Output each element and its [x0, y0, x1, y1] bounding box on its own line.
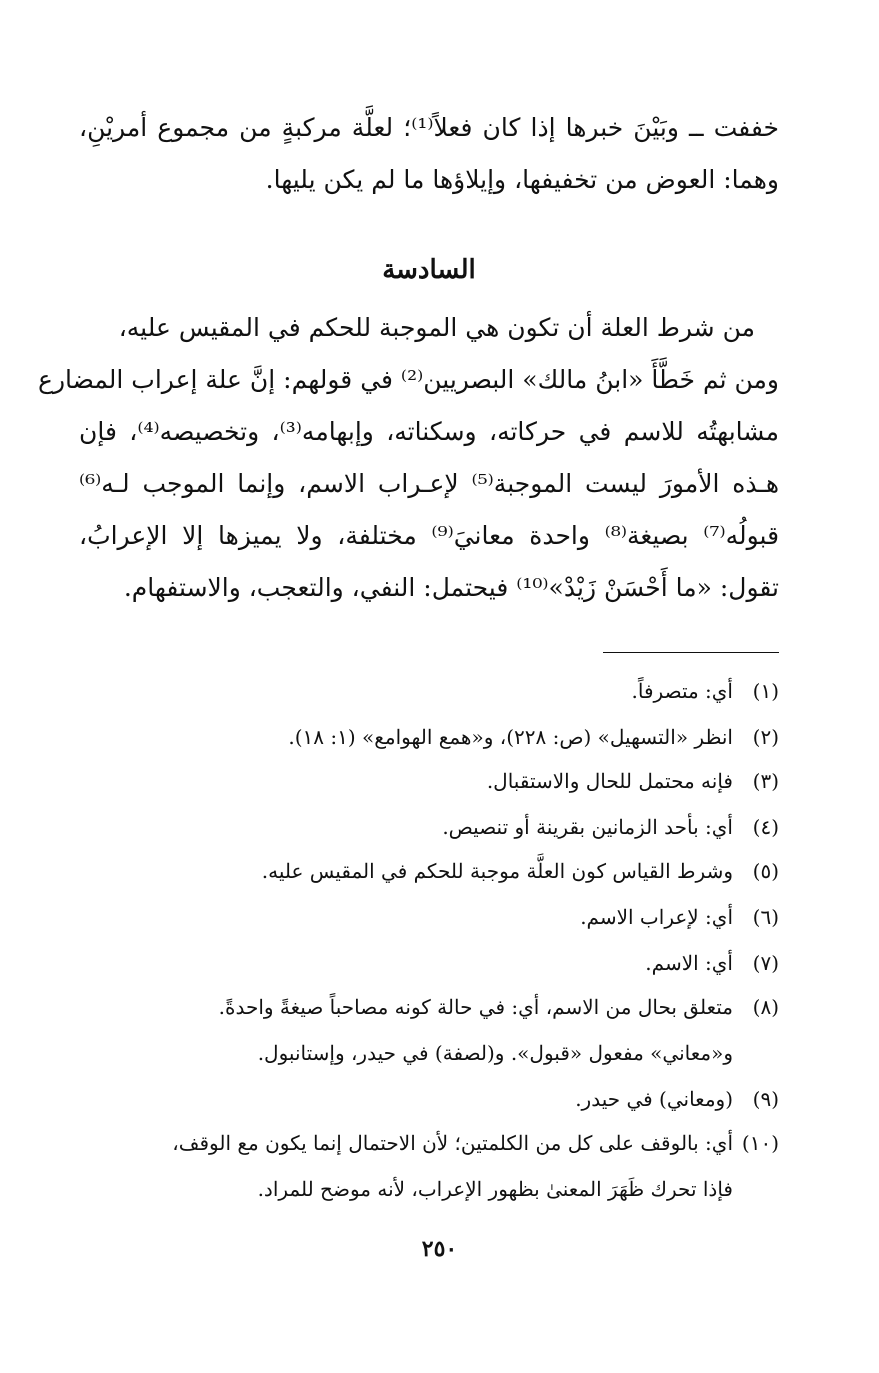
footnote-text: أي: متصرفاً.	[631, 679, 733, 703]
footnote	[59, 1128, 779, 1158]
paragraph-line: هـذه الأمورَ ليست الموجبة⁽⁵⁾ لإعـراب الاسم، وإنما الموجب لـه⁽⁶⁾	[79, 469, 779, 498]
footnote-number: (٧)	[752, 951, 779, 975]
footnote-number: (٤)	[752, 815, 779, 839]
footnote-continuation: فإذا تحرك ظَهَرَ المعنىٰ بظهور الإعراب، لأنه موضح للمراد.	[257, 1177, 733, 1201]
section-heading: السادسة	[382, 255, 476, 285]
footnote	[59, 948, 779, 978]
footnote-text: فإنه محتمل للحال والاستقبال.	[486, 769, 733, 793]
footnote-number: (١٠)	[741, 1131, 779, 1155]
footnote-number: (٦)	[752, 905, 779, 929]
page-number: ٢٥٠	[421, 1236, 458, 1262]
paragraph-line: ومن ثم خَطَّأَ «ابنُ مالك» البصريين⁽²⁾ في قولهم: إنَّ علة إعراب المضارع	[38, 365, 779, 394]
footnote-text: وشرط القياس كون العلَّة موجبة للحكم في المقيس عليه.	[261, 859, 733, 883]
paragraph-line: خففت ــ وبَيْنَ خبرها إذا كان فعلاً⁽¹⁾؛ لعلَّة مركبةٍ من مجموع أمريْنِ،	[79, 113, 780, 142]
footnote-text: أي: بأحد الزمانين بقرينة أو تنصيص.	[442, 815, 733, 839]
footnote-number: (٣)	[752, 769, 779, 793]
footnote-text: أي: بالوقف على كل من الكلمتين؛ لأن الاحتمال إنما يكون مع الوقف،	[172, 1131, 733, 1155]
footnote-number: (١)	[752, 679, 779, 703]
footnote-continuation: و«معاني» مفعول «قبول». و(لصفة) في حيدر، وإستانبول.	[257, 1041, 733, 1065]
footnote-text: متعلق بحال من الاسم، أي: في حالة كونه مصاحباً صيغةً واحدةً.	[218, 995, 733, 1019]
paragraph-line: مشابهتُه للاسم في حركاته، وسكناته، وإبهامه⁽³⁾، وتخصيصه⁽⁴⁾، فإن	[79, 417, 779, 446]
footnote	[59, 902, 779, 932]
footnote-number: (٩)	[752, 1087, 779, 1111]
footnote-text: أي: الاسم.	[645, 951, 733, 975]
footnote	[59, 766, 779, 796]
paragraph-line: من شرط العلة أن تكون هي الموجبة للحكم في المقيس عليه،	[118, 313, 755, 342]
footnote-text: انظر «التسهيل» (ص: ٢٢٨)، و«همع الهوامع» (١: ١٨).	[288, 725, 733, 749]
paragraph-line: قبولُه⁽⁷⁾ بصيغة⁽⁸⁾ واحدة معانيَ⁽⁹⁾ مختلفة، ولا يميزها إلا الإعرابُ،	[79, 521, 780, 550]
footnote-number: (٢)	[752, 725, 779, 749]
footnote	[59, 812, 779, 842]
footnote	[59, 722, 779, 752]
footnote-text: (ومعاني) في حيدر.	[575, 1087, 733, 1111]
paragraph-line: تقول: «ما أَحْسَنْ زَيْدْ»⁽¹⁰⁾ فيحتمل: النفي، والتعجب، والاستفهام.	[123, 573, 779, 602]
footnote	[59, 676, 779, 706]
footnote	[59, 1084, 779, 1114]
footnote	[59, 992, 779, 1022]
footnote-number: (٥)	[752, 859, 779, 883]
footnote-number: (٨)	[752, 995, 779, 1019]
paragraph-line: وهما: العوض من تخفيفها، وإيلاؤها ما لم يكن يليها.	[265, 165, 779, 194]
footnote-separator	[603, 652, 779, 653]
footnote	[59, 856, 779, 886]
footnote-text: أي: لإعراب الاسم.	[580, 905, 733, 929]
